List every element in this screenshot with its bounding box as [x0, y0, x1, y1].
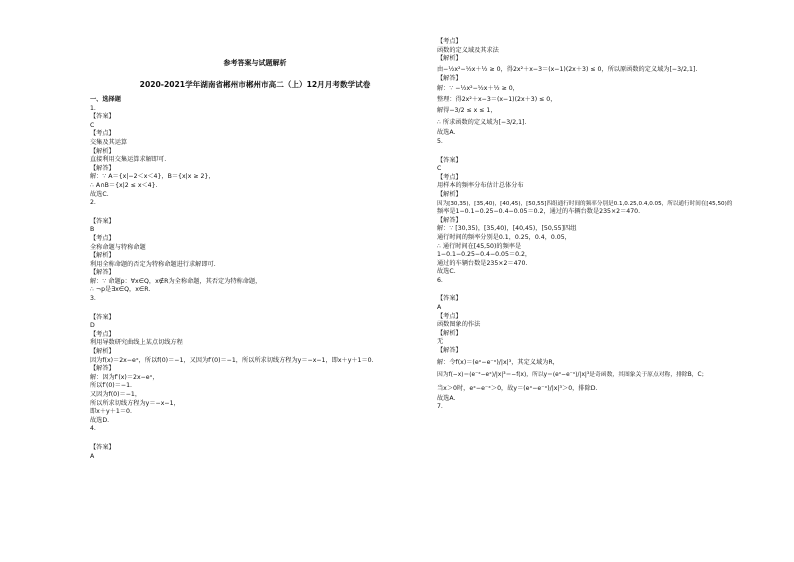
analysis-label: 【解析】 — [90, 252, 115, 260]
solution-line: ∴ A∩B＝{x|2 ≤ x＜4}. — [90, 181, 158, 189]
section-heading: 一、选择题 — [90, 96, 121, 103]
solution-label: 【解答】 — [90, 269, 115, 277]
question-number: 5. — [437, 137, 443, 145]
left-column — [90, 96, 400, 461]
topic-value: 利用导数研究曲线上某点切线方程 — [90, 339, 183, 347]
solution-label: 【解答】 — [437, 74, 462, 82]
answer-label: 【答案】 — [437, 156, 462, 164]
question-number: 6. — [437, 276, 443, 284]
solution-line: 解：∵ [30,35)，[35,40)，[40,45)，[50,55]四组 — [437, 225, 577, 233]
analysis-text: 直接利用交集运算求解即可. — [90, 156, 167, 164]
topic-value: 全称命题与特称命题 — [90, 243, 146, 251]
topic-label: 【考点】 — [90, 234, 115, 242]
solution-line: 当x＞0时，eˣ−e⁻ˣ＞0，故y＝(eˣ−e⁻ˣ)/|x|³＞0，排除D. — [437, 384, 598, 392]
solution-line: 解：∵ 命题p：∀x∈Q，x∉R为全称命题，其否定为特称命题， — [90, 277, 262, 285]
answer-value: B — [90, 226, 95, 234]
spacer — [437, 285, 767, 295]
question-number: 2. — [90, 199, 96, 207]
question-number: 1. — [90, 104, 96, 112]
solution-line: 即x＋y＋1＝0. — [90, 408, 132, 416]
exam-title: 2020-2021学年湖南省郴州市郴州市高二（上）12月月考数学试卷 — [139, 80, 371, 89]
topic-label: 【考点】 — [90, 130, 115, 138]
answer-value: C — [90, 121, 95, 129]
topic-value: 用样本的频率分布估计总体分布 — [437, 182, 524, 190]
answer-label: 【答案】 — [90, 313, 115, 321]
analysis-label: 【解析】 — [437, 329, 462, 337]
solution-line: 解得−3/2 ≤ x ≤ 1， — [437, 107, 497, 115]
solution-line: ∴ 通行时间在[45,50)的频率是 — [437, 242, 522, 250]
solution-line: 故选A. — [437, 394, 456, 402]
solution-line: 故选C. — [90, 190, 109, 198]
question-number: 3. — [90, 295, 96, 303]
analysis-label: 【解析】 — [90, 147, 115, 155]
topic-label: 【考点】 — [437, 173, 462, 181]
topic-value: 函数图象的作法 — [437, 321, 481, 329]
solution-line: 1−0.1−0.25−0.4−0.05＝0.2， — [437, 251, 532, 259]
answer-value: A — [90, 452, 95, 460]
analysis-label: 【解析】 — [437, 190, 462, 198]
solution-line: 所以f′(0)＝−1. — [90, 382, 132, 390]
solution-line: 又因为f(0)＝−1， — [90, 391, 142, 398]
analysis-text: 因为f(x)＝2x−eˣ，所以f(0)＝−1，又因为f′(0)＝−1，所以所求切线方程为y＝−x−1，即x＋y＋1＝0. — [90, 356, 374, 364]
solution-line: 通过的车辆台数是235×2＝470. — [437, 259, 528, 267]
topic-label: 【考点】 — [90, 330, 115, 338]
answer-value: D — [90, 322, 95, 330]
analysis-text: 由−½x²−½x＋½ ≥ 0，得2x²＋x−3＝(x−1)(2x＋3) ≤ 0，所以原函数的定义域为[−3/2,1]. — [437, 65, 698, 73]
question-number: 7. — [437, 403, 443, 411]
solution-label: 【解答】 — [437, 216, 462, 224]
answer-value: A — [437, 304, 442, 312]
question-number: 4. — [90, 425, 96, 433]
topic-value: 函数的定义域及其求法 — [437, 46, 499, 54]
solution-line: 所以所求切线方程为y＝−x−1， — [90, 399, 180, 407]
solution-line: 故选A. — [437, 129, 456, 137]
answer-label: 【答案】 — [90, 443, 115, 451]
analysis-text: 无 — [437, 338, 444, 346]
answer-label: 【答案】 — [90, 113, 115, 121]
solution-line: 故选D. — [90, 416, 110, 424]
spacer — [90, 304, 400, 314]
doc-title: 参考答案与试题解析 — [223, 59, 287, 67]
solution-line: 解：因为f′(x)＝2x−eˣ， — [90, 373, 159, 381]
answer-label: 【答案】 — [437, 295, 462, 303]
topic-label: 【考点】 — [437, 312, 462, 320]
solution-line: 整理：得2x²＋x−3＝(x−1)(2x＋3) ≤ 0， — [437, 96, 557, 104]
solution-label: 【解答】 — [437, 347, 462, 355]
answer-label: 【答案】 — [90, 217, 115, 225]
analysis-label: 【解析】 — [90, 348, 115, 356]
solution-line: ∴ ¬p是∃x∈Q，x∈R. — [90, 286, 151, 294]
solution-line: 解：令f(x)＝(eˣ−e⁻ˣ)/|x|³，其定义域为R， — [437, 358, 559, 366]
solution-line: 故选C. — [437, 268, 456, 276]
solution-line: ∴ 所求函数的定义域为[−3/2,1]. — [437, 119, 527, 127]
spacer — [90, 434, 400, 444]
spacer — [90, 208, 400, 218]
analysis-label: 【解析】 — [437, 55, 462, 63]
answer-value: C — [437, 165, 442, 173]
solution-label: 【解答】 — [90, 164, 115, 172]
solution-label: 【解答】 — [90, 365, 115, 373]
right-column — [437, 38, 767, 412]
spacer — [437, 147, 767, 157]
analysis-text: 利用全称命题的否定为特称命题进行求解即可. — [90, 260, 216, 268]
solution-line: 解：∵ A＝{x|−2＜x＜4}，B＝{x|x ≥ 2}， — [90, 173, 215, 181]
solution-line: 因为f(−x)＝(e⁻ˣ−eˣ)/|x|³＝−f(x)，所以y＝(eˣ−e⁻ˣ)/|x|³是奇函数，其图象关于原点对称，排除B，C； — [437, 371, 708, 378]
solution-line: 通行时间的频率分别是0.1，0.25，0.4，0.05， — [437, 233, 571, 241]
topic-value: 交集及其运算 — [90, 138, 128, 146]
topic-label: 【考点】 — [437, 38, 462, 45]
solution-line: 解：∵ −½x²−½x＋½ ≥ 0， — [437, 85, 519, 93]
analysis-text: 频率是1−0.1−0.25−0.4−0.05＝0.2，通过的车辆台数是235×2＝470. — [437, 208, 641, 216]
analysis-text: 因为[30,35)，[35,40)，[40,45)，[50,55]四组通行时间的频率分别是0.1,0.25,0.4,0.05，所以通行时间在[45,50)的 — [437, 200, 733, 207]
